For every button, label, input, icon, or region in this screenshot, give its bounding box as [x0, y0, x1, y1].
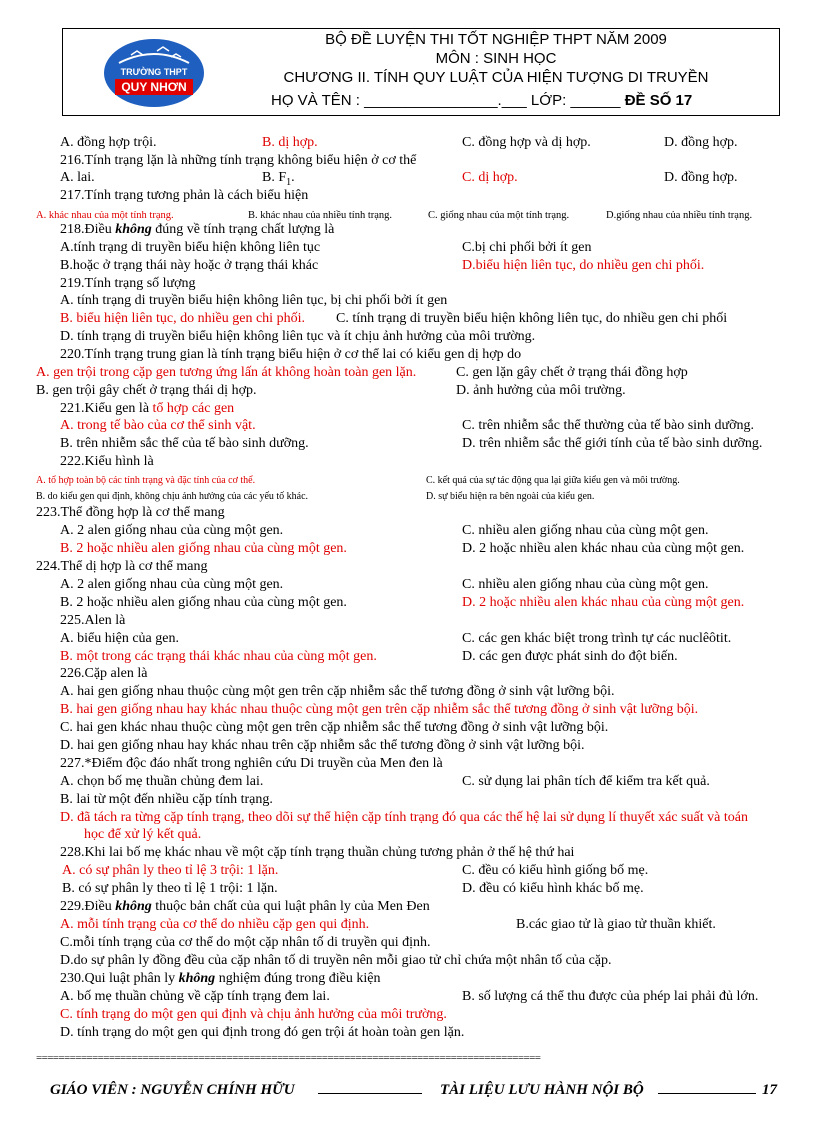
question-225: 225.Alen là: [60, 613, 126, 628]
option-b: B. dị hợp.: [262, 135, 318, 150]
option-a: A. biểu hiện của gen.: [60, 631, 179, 646]
question-228: 228.Khi lai bố mẹ khác nhau về một cặp tính trạng thuần chủng tương phản ở thế hệ thứ hai: [60, 845, 575, 860]
option-a: A. đồng hợp trội.: [60, 135, 157, 150]
logo-text-name: QUY NHƠN: [121, 80, 187, 94]
question-220: 220.Tính trạng trung gian là tính trạng biểu hiện ở cơ thể lai có kiểu gen dị hợp do: [60, 347, 522, 362]
header-student-line: [271, 92, 692, 109]
option-c: C. đều có kiểu hình giống bố mẹ.: [462, 863, 649, 878]
option-a: A. gen trội trong cặp gen tương ứng lấn át không hoàn toàn gen lặn.: [36, 365, 417, 380]
option-b: B. 2 hoặc nhiều alen giống nhau của cùng một gen.: [60, 541, 347, 556]
option-c: C. nhiều alen giống nhau của cùng một gen.: [462, 577, 709, 592]
footer-document: TÀI LIỆU LƯU HÀNH NỘI BỘ: [440, 1082, 644, 1098]
option-a: A. chọn bố mẹ thuần chủng đem lai.: [60, 774, 264, 789]
question-229-end: thuộc bản chất của qui luật phân ly của Men Đen: [151, 899, 430, 914]
option-d: D. tính trạng di truyền biểu hiện không liên tục và ít chịu ảnh hưởng của môi trường.: [60, 329, 536, 344]
option-b: B. 2 hoặc nhiều alen giống nhau của cùng một gen.: [60, 595, 347, 610]
option-d: D. đồng hợp.: [664, 135, 738, 150]
option-b-text: B. F: [262, 170, 287, 185]
option-d: D.biểu hiện liên tục, do nhiều gen chi phối.: [462, 258, 705, 273]
option-d: D. đồng hợp.: [664, 170, 738, 185]
option-b: B. do kiểu gen qui định, không chịu ảnh hưởng của các yếu tố khác.: [36, 491, 309, 502]
question-218: [60, 221, 334, 238]
option-c: C.bị chi phối bởi ít gen: [462, 240, 592, 255]
option-a: A. 2 alen giống nhau của cùng một gen.: [60, 577, 284, 592]
question-221-answer: tổ hợp các gen: [152, 401, 235, 416]
option-b: B. có sự phân ly theo tỉ lệ 1 trội: 1 lặn.: [62, 881, 278, 896]
question-227: 227.*Điểm độc đáo nhất trong nghiên cứu Di truyền của Men đen là: [60, 756, 443, 771]
school-logo: [101, 33, 207, 111]
header-chapter: CHƯƠNG II. TÍNH QUY LUẬT CỦA HIỆN TƯỢNG DI TRUYỀN: [283, 69, 709, 86]
option-d: D. đều có kiểu hình khác bố mẹ.: [462, 881, 644, 896]
option-c: C. trên nhiễm sắc thể thường của tế bào sinh dưỡng.: [462, 418, 755, 433]
option-a: A.tính trạng di truyền biểu hiện không liên tục: [60, 240, 321, 255]
option-c: C. nhiều alen giống nhau của cùng một gen.: [462, 523, 709, 538]
question-222: 222.Kiểu hình là: [60, 454, 154, 469]
option-c: C. tính trạng di truyền biểu hiện không liên tục, do nhiều gen chi phối: [336, 311, 728, 326]
option-b: B.hoặc ở trạng thái này hoặc ở trạng thái khác: [60, 258, 319, 273]
question-217: 217.Tính trạng tương phản là cách biểu hiện: [60, 188, 309, 203]
option-a: A. trong tế bào của cơ thể sinh vật.: [60, 418, 256, 433]
question-229-start: 229.Điều: [60, 899, 116, 914]
option-d: D. các gen được phát sinh do đột biến.: [462, 649, 678, 664]
footer-divider: [318, 1093, 422, 1094]
option-d: D. 2 hoặc nhiều alen khác nhau của cùng một gen.: [462, 541, 745, 556]
header-subject: MÔN : SINH HỌC: [435, 50, 557, 67]
footer-double-rule: ==========================================================================================: [36, 1052, 541, 1064]
option-d: D.giống nhau của nhiều tính trạng.: [606, 210, 753, 221]
option-b: B. trên nhiễm sắc thể của tế bào sinh dưỡng.: [60, 436, 309, 451]
option-d: D. ảnh hưởng của môi trường.: [456, 383, 626, 398]
option-a: A. tính trạng di truyền biểu hiện không liên tục, bị chi phối bởi ít gen: [60, 293, 448, 308]
option-c: C. sử dụng lai phân tích để kiểm tra kết quả.: [462, 774, 710, 789]
question-230: [60, 970, 380, 987]
header-title: BỘ ĐỀ LUYỆN THI TỐT NGHIỆP THPT NĂM 2009: [325, 31, 667, 48]
option-c: C. các gen khác biệt trong trình tự các nuclêôtit.: [462, 631, 732, 646]
header-box: [62, 28, 780, 116]
question-223: 223.Thể đồng hợp là cơ thể mang: [36, 505, 225, 520]
option-c: C. hai gen khác nhau thuộc cùng một gen trên cặp nhiễm sắc thể tương đồng ở sinh vật lưỡng bội.: [60, 720, 609, 735]
subscript: 1: [286, 176, 292, 188]
question-224: 224.Thể dị hợp là cơ thể mang: [36, 559, 208, 574]
question-229: [60, 898, 430, 915]
option-b: B. một trong các trạng thái khác nhau của cùng một gen.: [60, 649, 377, 664]
option-d: D. trên nhiễm sắc thể giới tính của tế bào sinh dưỡng.: [462, 436, 763, 451]
student-name-line: HỌ VÀ TÊN : ________________.___ LỚP: ______: [271, 92, 625, 109]
option-b: B. khác nhau của nhiều tính trạng.: [248, 210, 393, 221]
question-230-end: nghiệm đúng trong điều kiện: [215, 971, 381, 986]
option-b: B. gen trội gây chết ở trạng thái dị hợp.: [36, 383, 257, 398]
option-c: C. tính trạng do một gen qui định và chịu ảnh hưởng của môi trường.: [60, 1007, 447, 1022]
option-b: B. biểu hiện liên tục, do nhiều gen chi phối.: [60, 311, 305, 326]
emphasis-not: không: [115, 899, 152, 914]
option-d: D. 2 hoặc nhiều alen khác nhau của cùng một gen.: [462, 595, 745, 610]
option-b-end: .: [291, 170, 295, 185]
footer-divider: [658, 1093, 756, 1094]
option-a: A. tổ hợp toàn bộ các tính trạng và đặc tính của cơ thể.: [36, 475, 256, 486]
option-b: B. hai gen giống nhau hay khác nhau thuộc cùng một gen trên cặp nhiễm sắc thể tương đồng ở sinh vật lưỡng bội.: [60, 702, 699, 717]
question-216: 216.Tính trạng lặn là những tính trạng không biểu hiện ở cơ thể: [60, 153, 417, 168]
option-d: D.do sự phân ly đồng đều của cặp nhân tố di truyền nên mỗi giao tử chỉ chứa một nhân tố của cặp.: [60, 953, 612, 968]
emphasis-not: không: [178, 971, 216, 986]
option-d: D. hai gen giống nhau hay khác nhau trên cặp nhiễm sắc thể tương đồng ở sinh vật lưỡng bội.: [60, 738, 585, 753]
option-b: B.các giao tử là giao tử thuần khiết.: [516, 917, 716, 932]
question-218-start: 218.Điều: [60, 222, 116, 237]
question-218-end: đúng về tính trạng chất lượng là: [151, 222, 335, 237]
option-a: A. 2 alen giống nhau của cùng một gen.: [60, 523, 284, 538]
question-221-text: 221.Kiểu gen là: [60, 401, 153, 416]
question-226: 226.Cặp alen là: [60, 666, 148, 681]
option-c: C. kết quả của sự tác động qua lại giữa kiểu gen và môi trường.: [426, 475, 680, 486]
option-c: C. gen lặn gây chết ở trạng thái đồng hợp: [456, 365, 688, 380]
option-c: C. giống nhau của một tính trạng.: [428, 210, 570, 221]
footer-teacher: GIÁO VIÊN : NGUYỄN CHÍNH HỮU: [50, 1082, 295, 1098]
emphasis-not: không: [115, 222, 152, 237]
option-c: C.mỗi tính trạng của cơ thể do một cặp nhân tố di truyền qui định.: [60, 935, 431, 950]
option-b: B. lai từ một đến nhiều cặp tính trạng.: [60, 792, 273, 807]
footer-page-number: 17: [762, 1082, 777, 1098]
option-a: A. có sự phân ly theo tỉ lệ 3 trội: 1 lặn.: [62, 863, 279, 878]
option-d: D. tính trạng do một gen qui định trong đó gen trội át hoàn toàn gen lặn.: [60, 1025, 465, 1040]
option-a: A. khác nhau của một tính trạng.: [36, 210, 174, 221]
option-d: D. sự biểu hiện ra bên ngoài của kiểu gen.: [426, 491, 595, 502]
question-221: [60, 400, 234, 417]
option-d: D. đã tách ra từng cặp tính trạng, theo dõi sự thể hiện cặp tính trạng đó qua các thế hệ lai sử dụng lí thuyết xác suất và toán: [60, 810, 748, 825]
logo-text-school: TRƯỜNG THPT: [120, 67, 188, 77]
option-a: A. hai gen giống nhau thuộc cùng một gen trên cặp nhiễm sắc thể tương đồng ở sinh vật lưỡng bội.: [60, 684, 615, 699]
option-a: A. bố mẹ thuần chủng về cặp tính trạng đem lai.: [60, 989, 330, 1004]
question-219: 219.Tính trạng số lượng: [60, 276, 196, 291]
option-a: A. mỗi tính trạng của cơ thể do nhiều cặp gen qui định.: [60, 917, 370, 932]
option-c: C. đồng hợp và dị hợp.: [462, 135, 591, 150]
exam-code: ĐỀ SỐ 17: [624, 92, 693, 109]
option-a: A. lai.: [60, 170, 95, 185]
option-c: C. dị hợp.: [462, 170, 518, 185]
option-b: B. số lượng cá thể thu được của phép lai phải đủ lớn.: [462, 989, 759, 1004]
option-d-continued: học để xử lý kết quả.: [84, 827, 202, 842]
question-230-start: 230.Qui luật phân ly: [60, 971, 179, 986]
